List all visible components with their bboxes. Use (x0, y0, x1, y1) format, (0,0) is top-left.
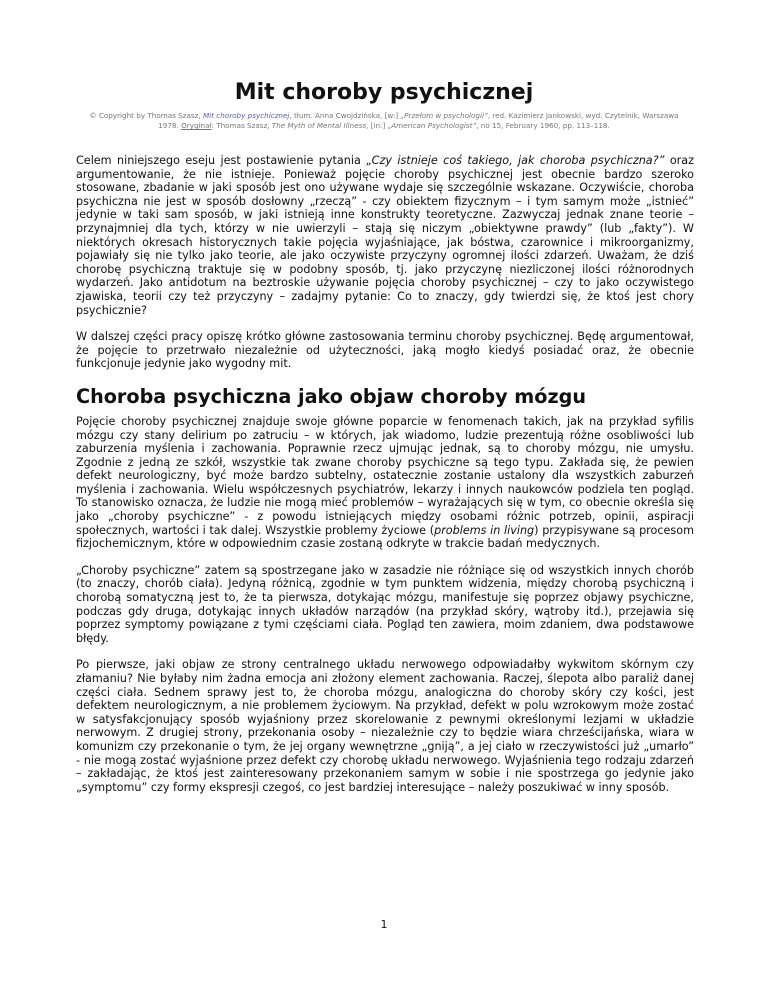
source-link[interactable]: Mit choroby psychicznej (202, 111, 290, 120)
journal-name: „American Psychologist” (387, 121, 477, 130)
section-paragraph-2: „Choroby psychiczne” zatem są spostrzegane jako w zasadzie nie różniące się od wszystkich innych chorób (to znaczy, chorób ciała). Jedyną różnicą, zgodnie w tym punktem widzenia, między chorobą psychiczną i chorobą somatyczną jest to, że ta pierwsza, dotykając mózgu, manifestuje się poprzez objawy psychiczne, podczas gdy druga, dotykając innych układów narządów (na przykład skóry, wątroby itd.), przejawia się poprzez symptomy powiązane z tymi częściami ciała. Pogląd ten zawiera, moim zdaniem, dwa podstawowe błędy. (76, 563, 694, 645)
document-body (76, 154, 694, 807)
copyright-note (80, 111, 688, 131)
section-text-a: Pojęcie choroby psychicznej znajduje swoje główne poparcie w fenomenach takich, jak na przykład syfilis mózgu czy stany delirium po zatruciu – w których, jak wiadomo, ludzie prezentują różne osobliwości lub zaburzenia myślenia i zachowania. Poprawnie rzecz ujmując jednak, są to choroby mózgu, nie umysłu. Zgodnie z jedną ze szkół, wszystkie tak zwane choroby psychiczne są tego typu. Zakłada się, że pewien defekt neurologiczny, być może bardzo subtelny, ostatecznie zostanie ustalony dla wszystkich zaburzeń myślenia i zachowania. Wielu współczesnych psychiatrów, lekarzy i innych naukowców podziela ten pogląd. To stanowisko oznacza, że ludzie nie mogą mieć problemów – wyrażających się w tym, co obecnie określa się jako „choroby psychiczne” - z powodu istniejących między osobami różnic potrzeb, opinii, aspiracji społecznych, wartości i tak dalej. Wszystkie problemy życiowe ( (76, 414, 694, 537)
original-label: Oryginał (181, 121, 212, 130)
journal-tail: , no 15, February 1960, pp. 113–118. (476, 121, 610, 130)
copyright-prefix: © Copyright by Thomas Szasz, (89, 111, 203, 120)
intro-text-a: Celem niniejszego eseju jest postawienie pytania (76, 154, 367, 167)
original-title: The Myth of Mental Illness (271, 121, 367, 130)
intro-paragraph-1 (76, 154, 694, 317)
section-heading: Choroba psychiczna jako objaw choroby mózgu (76, 384, 587, 408)
original-in: , [in:] (366, 121, 388, 130)
copyright-translation: , tłum. Anna Cwojdzińska, [w:] (289, 111, 401, 120)
section-paragraph-1 (76, 415, 694, 551)
copyright-editor: , red. Kazimierz Jankowski, wyd. Czytelnik, Warszawa 1978. (158, 111, 679, 130)
original-author: : Thomas Szasz, (211, 121, 272, 130)
copyright-book: „Przełom w psychologii” (400, 111, 488, 120)
intro-text-b: oraz argumentowanie, że nie istnieje. Ponieważ pojęcie choroby psychicznej jest obecnie bardzo szeroko stosowane, zbadanie w jaki sposób jest ono używane wydaje się szczególnie wskazane. Oczywiście, choroba psychiczna nie jest w sposób dosłowny „rzeczą” - czy obiektem fizycznym – i tym samym może „istnieć” jedynie w taki sam sposób, w jaki istnieją inne konstrukty teoretyczne. Zazwyczaj jednak znane teorie – przynajmniej dla tych, którzy w nie uwierzyli – stają się niczym „obiektywne prawdy” (lub „fakty”). W niektórych okresach historycznych takie pojęcia wyjaśniające, jak bóstwa, czarownice i mikroorganizmy, pojawiały się nie tylko jako teorie, ale jako oczywiste przyczyny ogromnej ilości zdarzeń. Uważam, że dziś chorobę psychiczną traktuje się w podobny sposób, tj. jako przyczynę niezliczonej ilości różnorodnych wydarzeń. Jako antidotum na beztroskie używanie pojęcia choroby psychicznej – czy to jako oczywistego zjawiska, teorii czy też przyczyny – zadajmy pytanie: Co to znaczy, gdy twierdzi się, że ktoś jest chory psychicznie? (76, 154, 694, 317)
section-paragraph-3: Po pierwsze, jaki objaw ze strony centralnego układu nerwowego odpowiadałby wykwitom skórnym czy złamaniu? Nie byłaby nim żadna emocja ani złożony element zachowania. Raczej, ślepota albo paraliż danej części ciała. Sednem sprawy jest to, że choroba mózgu, analogiczna do choroby skóry czy kości, jest defektem neurologicznym, a nie problemem życiowym. Na przykład, defekt w polu wzrokowym może zostać w satysfakcjonujący sposób wyjaśniony przez skorelowanie z pewnymi określonymi lezjami w układzie nerwowym. Z drugiej strony, przekonania osoby – niezależnie czy to będzie wiara chrześcijańska, wiara w komunizm czy przekonanie o tym, że jej organy wewnętrzne „gniją”, a jej ciało w rzeczywistości już „umarło” - nie mogą zostać wyjaśnione przez defekt czy chorobę układu nerwowego. Wyjaśnienia tego rodzaju zdarzeń – zakładając, że ktoś jest zainteresowany przekonaniem samym w sobie i nie spostrzega go jedynie jako „symptomu” czy formy ekspresji czegoś, co jest bardziej interesujące – należy poszukiwać w inny sposób. (76, 658, 694, 794)
intro-question: „Czy istnieje coś takiego, jak choroba psychiczna?” (366, 154, 665, 167)
page-number: 1 (380, 918, 388, 931)
intro-paragraph-2: W dalszej części pracy opiszę krótko główne zastosowania terminu choroby psychicznej. Będę argumentował, że pojęcie to przetrwało niezależnie od użyteczności, jaką mogło kiedyś posiadać oraz, że obecnie funkcjonuje jedynie jako wygodny mit. (76, 330, 694, 371)
page-title: Mit choroby psychicznej (234, 80, 534, 105)
section-emphasis: problems in living (434, 523, 535, 537)
section-text-b: ) przypisywane są procesom fizjochemicznym, które w odpowiednim czasie zostaną odkryte w trakcie badań medycznych. (76, 523, 694, 551)
